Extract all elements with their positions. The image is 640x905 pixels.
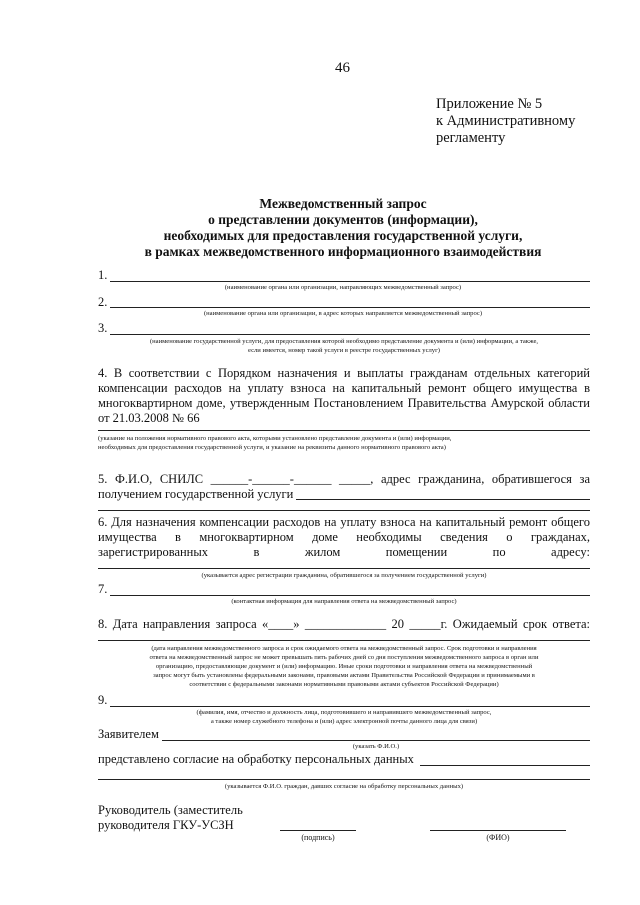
item-1-field[interactable]: [110, 281, 590, 282]
item-5-text: [98, 472, 590, 502]
appendix-line: Приложение № 5: [436, 96, 543, 112]
item-3-number: 3.: [98, 321, 108, 335]
item-8-text: [98, 617, 590, 632]
item-2-number: 2.: [98, 295, 108, 309]
item-3-field[interactable]: [110, 334, 590, 335]
item-5-field[interactable]: [296, 499, 590, 500]
signatory-role: [98, 803, 243, 833]
consent-hint: (указывается Ф.И.О. граждан, давших согласие на обработку персональных данных): [224, 783, 464, 790]
paragraph-line: получением государственной услуги: [98, 487, 294, 501]
paragraph-line: многоквартирном доме, утвержденным Постановлением Правительства Амурской области: [98, 396, 590, 410]
title-line: необходимых для предоставления государственной услуги,: [163, 228, 523, 243]
paragraph-line: 5. Ф.И.О, СНИЛС ______-______-______ _____, адрес гражданина, обратившегося за: [98, 472, 590, 486]
item-7-hint: (контактная информация для направления ответа на межведомственный запрос): [231, 598, 457, 605]
title-line: Межведомственный запрос: [259, 196, 427, 211]
consent-field[interactable]: [420, 765, 590, 766]
signature-field[interactable]: [280, 830, 356, 831]
paragraph-line: зарегистрированных в жилом помещении по адресу:: [98, 545, 590, 559]
page-number: 46: [335, 60, 350, 76]
paragraph-line: имущества в многоквартирном доме необходимы сведения о гражданах,: [98, 530, 590, 544]
hint-line: если имеется, номер такой услуги в реестре государственных услуг): [247, 347, 441, 354]
paragraph-line: 4. В соответствии с Порядком назначения и выплаты гражданам отдельных категорий: [98, 366, 590, 380]
hint-line: организацию, предоставляющие документ и (или) информацию. Иные сроки подготовки и направления ответа на межведомственный: [155, 663, 533, 670]
item-1-hint: (наименование органа или организации, направляющих межведомственный запрос): [224, 284, 462, 291]
item-9-field[interactable]: [110, 706, 590, 707]
item-2-field[interactable]: [110, 307, 590, 308]
item-6-hint: (указывается адрес регистрации гражданина, обратившегося за получением государственной услуги): [201, 572, 487, 579]
hint-line: запрос могут быть установлены федеральными законами, правовыми актами Правительства Российской Федерации и принимаемыми в: [153, 672, 535, 679]
appendix-line: к Административному: [436, 113, 576, 129]
item-9-hint: [98, 708, 590, 726]
hint-line: (дата направления межведомственного запроса и срок ожидаемого ответа на межведомственный запрос. Срок подготовки и направления: [151, 645, 537, 652]
hint-line: (указание на положения нормативного правового акта, которыми установлено представление документа и (или) информации,: [98, 435, 452, 442]
item-7-field[interactable]: [110, 595, 590, 596]
paragraph-line: от 21.03.2008 № 66: [98, 411, 200, 425]
name-hint: (ФИО): [486, 833, 510, 842]
title-line: в рамках межведомственного информационного взаимодействия: [144, 244, 542, 259]
item-2-hint: (наименование органа или организации, в адрес которых направляется межведомственный запрос): [203, 310, 483, 317]
document-title: [98, 196, 588, 260]
role-line: Руководитель (заместитель: [98, 803, 243, 817]
item-4-hint: [98, 434, 590, 452]
hint-line: необходимых для предоставления государственной услуги, и указание на реквизиты данного нормативного правового акта): [98, 444, 446, 451]
consent-label: представлено согласие на обработку персональных данных: [98, 752, 414, 766]
applicant-hint: (указать Ф.И.О.): [352, 743, 400, 750]
consent-field-2[interactable]: [98, 779, 590, 780]
item-8-hint: [94, 644, 594, 689]
item-5-separator: [98, 510, 590, 511]
name-field[interactable]: [430, 830, 566, 831]
appendix-line: регламенту: [436, 130, 506, 146]
item-4-text: [98, 366, 590, 426]
item-9-number: 9.: [98, 693, 108, 707]
role-line: руководителя ГКУ-УСЗН: [98, 818, 234, 832]
item-7-number: 7.: [98, 582, 108, 596]
item-8-field[interactable]: [98, 640, 590, 641]
appendix-block: [436, 96, 575, 147]
signature-hint: (подпись): [301, 833, 335, 842]
item-6-field[interactable]: [98, 568, 590, 569]
hint-line: а также номер служебного телефона и (или) адрес электронной почты данного лица для связи): [210, 718, 478, 725]
paragraph-line: 6. Для назначения компенсации расходов на уплату взноса на капитальный ремонт общего: [98, 515, 590, 529]
applicant-label: Заявителем: [98, 727, 159, 741]
paragraph-line: компенсации расходов на уплату взноса на капитальный ремонт общего имущества в: [98, 381, 590, 395]
hint-line: (наименование государственной услуги, для предоставления которой необходимо представление документа и (или) информации, а также,: [149, 338, 539, 345]
item-6-text: [98, 515, 590, 560]
hint-line: соответствии с федеральными законами нормативными правовыми актами субъектов Российской Федерации): [189, 681, 499, 688]
title-line: о представлении документов (информации),: [208, 212, 478, 227]
hint-line: ответа на межведомственный запрос не может превышать пять рабочих дней со дня поступления межведомственного запроса в орган или: [149, 654, 539, 661]
hint-line: (фамилия, имя, отчество и должность лица, подготовившего и направившего межведомственный запрос,: [196, 709, 492, 716]
item-4-field[interactable]: [98, 430, 590, 431]
applicant-field[interactable]: [162, 740, 590, 741]
paragraph-line: 8. Дата направления запроса «____» _____________ 20 _____г. Ожидаемый срок ответа:: [98, 617, 590, 631]
item-3-hint: [94, 337, 594, 355]
item-1-number: 1.: [98, 268, 108, 282]
